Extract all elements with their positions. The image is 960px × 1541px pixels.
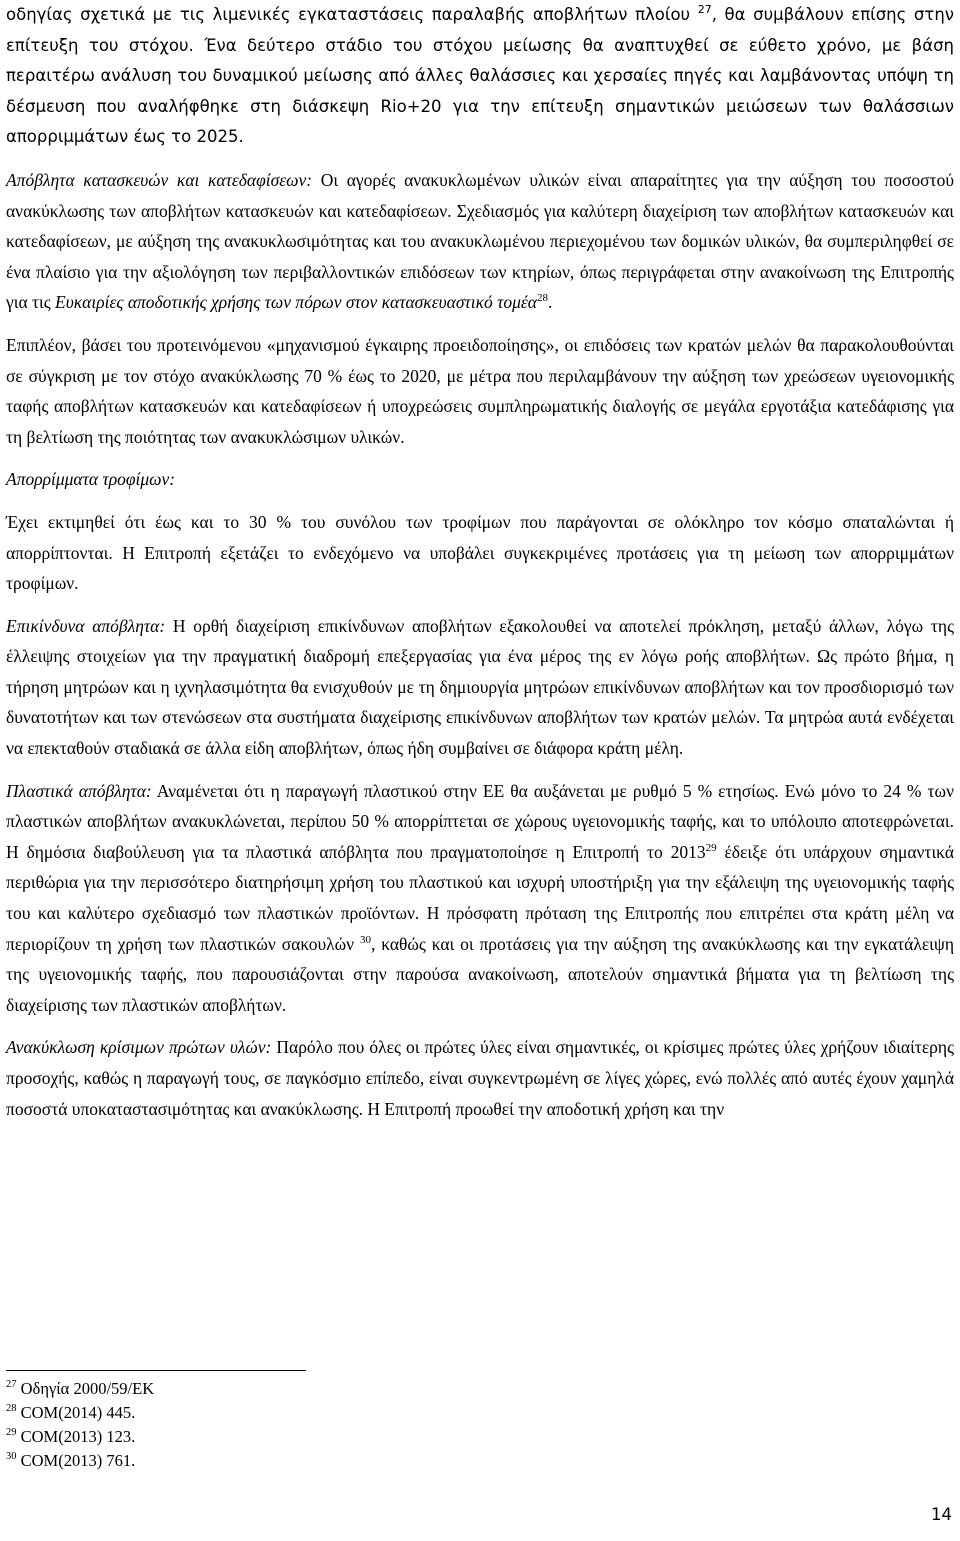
text-run: οδηγίας σχετικά με τις λιμενικές εγκαταστάσεις παραλαβής αποβλήτων πλοίου [6, 5, 698, 24]
paragraph-early-warning [6, 330, 954, 452]
text-run: , θα συμβάλουν επίσης στην επίτευξη του στόχου. Ένα δεύτερο στάδιο του στόχου μείωσης θα αναπτυχθεί σε εύθετο χρόνο, με βάση περαιτέρω ανάλυση του δυναμικού μείωσης από άλλες θαλάσσιες και χερσαίες πηγές και λαμβάνοντας υπόψη τη δέσμευση που αναλήφθηκε στη διάσκεψη Rio+20 για την επίτευξη σημαντικών μειώσεων των θαλάσσιων απορριμμάτων έως το 2025. [6, 5, 954, 147]
footnote-ref: 28 [536, 292, 548, 305]
text-run: Παρόλο που όλες οι πρώτες ύλες είναι σημαντικές, οι κρίσιμες πρώτες ύλες χρήζουν ιδιαίτερης προσοχής, καθώς η παραγωγή τους, σε παγκόσμιο επίπεδο, είναι συγκεντρωμένη σε λίγες χώρες, ενώ πολλές από αυτές έχουν χαμηλά ποσοστά υποκαταστασιμότητας και ανακύκλωσης. Η Επιτροπή προωθεί την αποδοτική χρήση και την [6, 1037, 954, 1119]
footnote-ref: 27 [697, 3, 712, 16]
footnote-29: $^{29}$ COM(2013) 123. [6, 1427, 136, 1446]
footnote-separator [6, 1370, 306, 1371]
footnote-ref: 29 [705, 841, 717, 854]
text-run: Η ορθή διαχείριση επικίνδυνων αποβλήτων εξακολουθεί να αποτελεί πρόκληση, μεταξύ άλλων, λόγω της έλλειψης στοιχείων για την πραγματική διαδρομή επεξεργασίας για ένα μέρος της εν λόγω ροής αποβλήτων. Ως πρώτο βήμα, η τήρηση μητρώων και η ιχνηλασιμότητα θα ενισχυθούν με τη δημιουργία μητρώων επικίνδυνων αποβλήτων και τον προσδιορισμό των δυνατοτήτων και των στενώσεων στα συστήματα διαχείρισης επικίνδυνων αποβλήτων των κρατών μελών. Τα μητρώα αυτά ενδέχεται να επεκταθούν σταδιακά σε άλλα είδη αποβλήτων, όπως ήδη συμβαίνει σε διάφορα κράτη μέλη. [6, 615, 954, 759]
footnotes [6, 1370, 954, 1473]
footnote-ref: 30 [359, 933, 371, 946]
document-body [6, 0, 954, 1136]
text-run: Ανακύκλωση κρίσιμων πρώτων υλών: [6, 1037, 272, 1058]
page-number: 14 [931, 1505, 952, 1524]
text-run: Απόβλητα κατασκευών και κατεδαφίσεων: [6, 169, 313, 190]
text-run: Ευκαιρίες αποδοτικής χρήσης των πόρων στον κατασκευαστικό τομέα [55, 292, 537, 313]
text-run: έδειξε ότι υπάρχουν σημαντικά περιθώρια για την περισσότερο διατηρήσιμη χρήση του πλαστικού και ισχυρή υποστήριξη για την εξάλειψη της υγειονομικής ταφής του και καλύτερο σχεδιασμό των πλαστικών προϊόντων. Η πρόσφατη πρόταση της Επιτροπής που επιτρέπει στα κράτη μέλη να περιορίζουν τη χρήση των πλαστικών σακουλών [6, 841, 954, 954]
footnote-27: $^{27}$ Οδηγία 2000/59/ΕΚ [6, 1379, 155, 1398]
paragraph-construction-waste [6, 165, 954, 318]
text-run: , καθώς και οι προτάσεις για την αύξηση της ανακύκλωσης και την εγκατάλειψη της υγειονομικής ταφής, που παρουσιάζονται στην παρούσα ανακοίνωση, αποτελούν σημαντικά βήματα για τη βελτίωση της διαχείρισης των πλαστικών αποβλήτων. [6, 933, 954, 1015]
text-run: Αναμένεται ότι η παραγωγή πλαστικού στην ΕΕ θα αυξάνεται με ρυθμό 5 % ετησίως. Ενώ μόνο το 24 % των πλαστικών αποβλήτων ανακυκλώνεται, περίπου 50 % απορρίπτεται σε χώρους υγειονομικής ταφής, και το υπόλοιπο αποτεφρώνεται. Η δημόσια διαβούλευση για τα πλαστικά απόβλητα που πραγματοποίησε η Επιτροπή το 2013 [6, 780, 954, 862]
footnote-28: $^{28}$ COM(2014) 445. [6, 1403, 136, 1422]
paragraph-hazardous-waste [6, 611, 954, 764]
text-run: Απορρίμματα τροφίμων: [6, 469, 176, 490]
text-run: . [547, 292, 553, 313]
text-run: Επιπλέον, βάσει του προτεινόμενου «μηχανισμού έγκαιρης προειδοποίησης», οι επιδόσεις των κρατών μελών θα παρακολουθούνται σε σύγκριση με τον στόχο ανακύκλωσης 70 % έως το 2020, με μέτρα που περιλαμβάνουν την αύξηση των χρεώσεων υγειονομικής ταφής αποβλήτων κατασκευών και κατεδαφίσεων ή υποχρεώσεις συμπληρωματικής διαλογής σε μεγάλα εργοτάξια κατεδάφισης για τη βελτίωση της ποιότητας των ανακυκλώσιμων υλικών. [6, 334, 954, 447]
text-run: Έχει εκτιμηθεί ότι έως και το 30 % του συνόλου των τροφίμων που παράγονται σε ολόκληρο τον κόσμο σπαταλώνται ή απορρίπτονται. Η Επιτροπή εξετάζει το ενδεχόμενο να υποβάλει συγκεκριμένες προτάσεις για τη μείωση των απορριμμάτων τροφίμων. [6, 511, 954, 594]
text-run: Επικίνδυνα απόβλητα: [6, 615, 166, 636]
paragraph-plastic-waste [6, 776, 954, 1021]
text-run: Πλαστικά απόβλητα: [6, 780, 152, 801]
text-run: Οι αγορές ανακυκλωμένων υλικών είναι απαραίτητες για την αύξηση του ποσοστού ανακύκλωσης των αποβλήτων κατασκευών και κατεδαφίσεων. Σχεδιασμός για καλύτερη διαχείριση των αποβλήτων κατασκευών και κατεδαφίσεων, με αύξηση της ανακυκλωσιμότητας και του ανακυκλωμένου περιεχομένου των δομικών υλικών, θα συμπεριληφθεί σε ένα πλαίσιο για την αξιολόγηση των περιβαλλοντικών επιδόσεων των κτηρίων, όπως περιγράφεται στην ανακοίνωση της Επιτροπής για τις [6, 169, 954, 313]
paragraph-food-waste [6, 507, 954, 599]
heading-food-waste [6, 464, 954, 495]
footnote-30: $^{30}$ COM(2013) 761. [6, 1451, 136, 1470]
paragraph-critical-raw-materials [6, 1032, 954, 1124]
paragraph-1 [6, 0, 954, 153]
